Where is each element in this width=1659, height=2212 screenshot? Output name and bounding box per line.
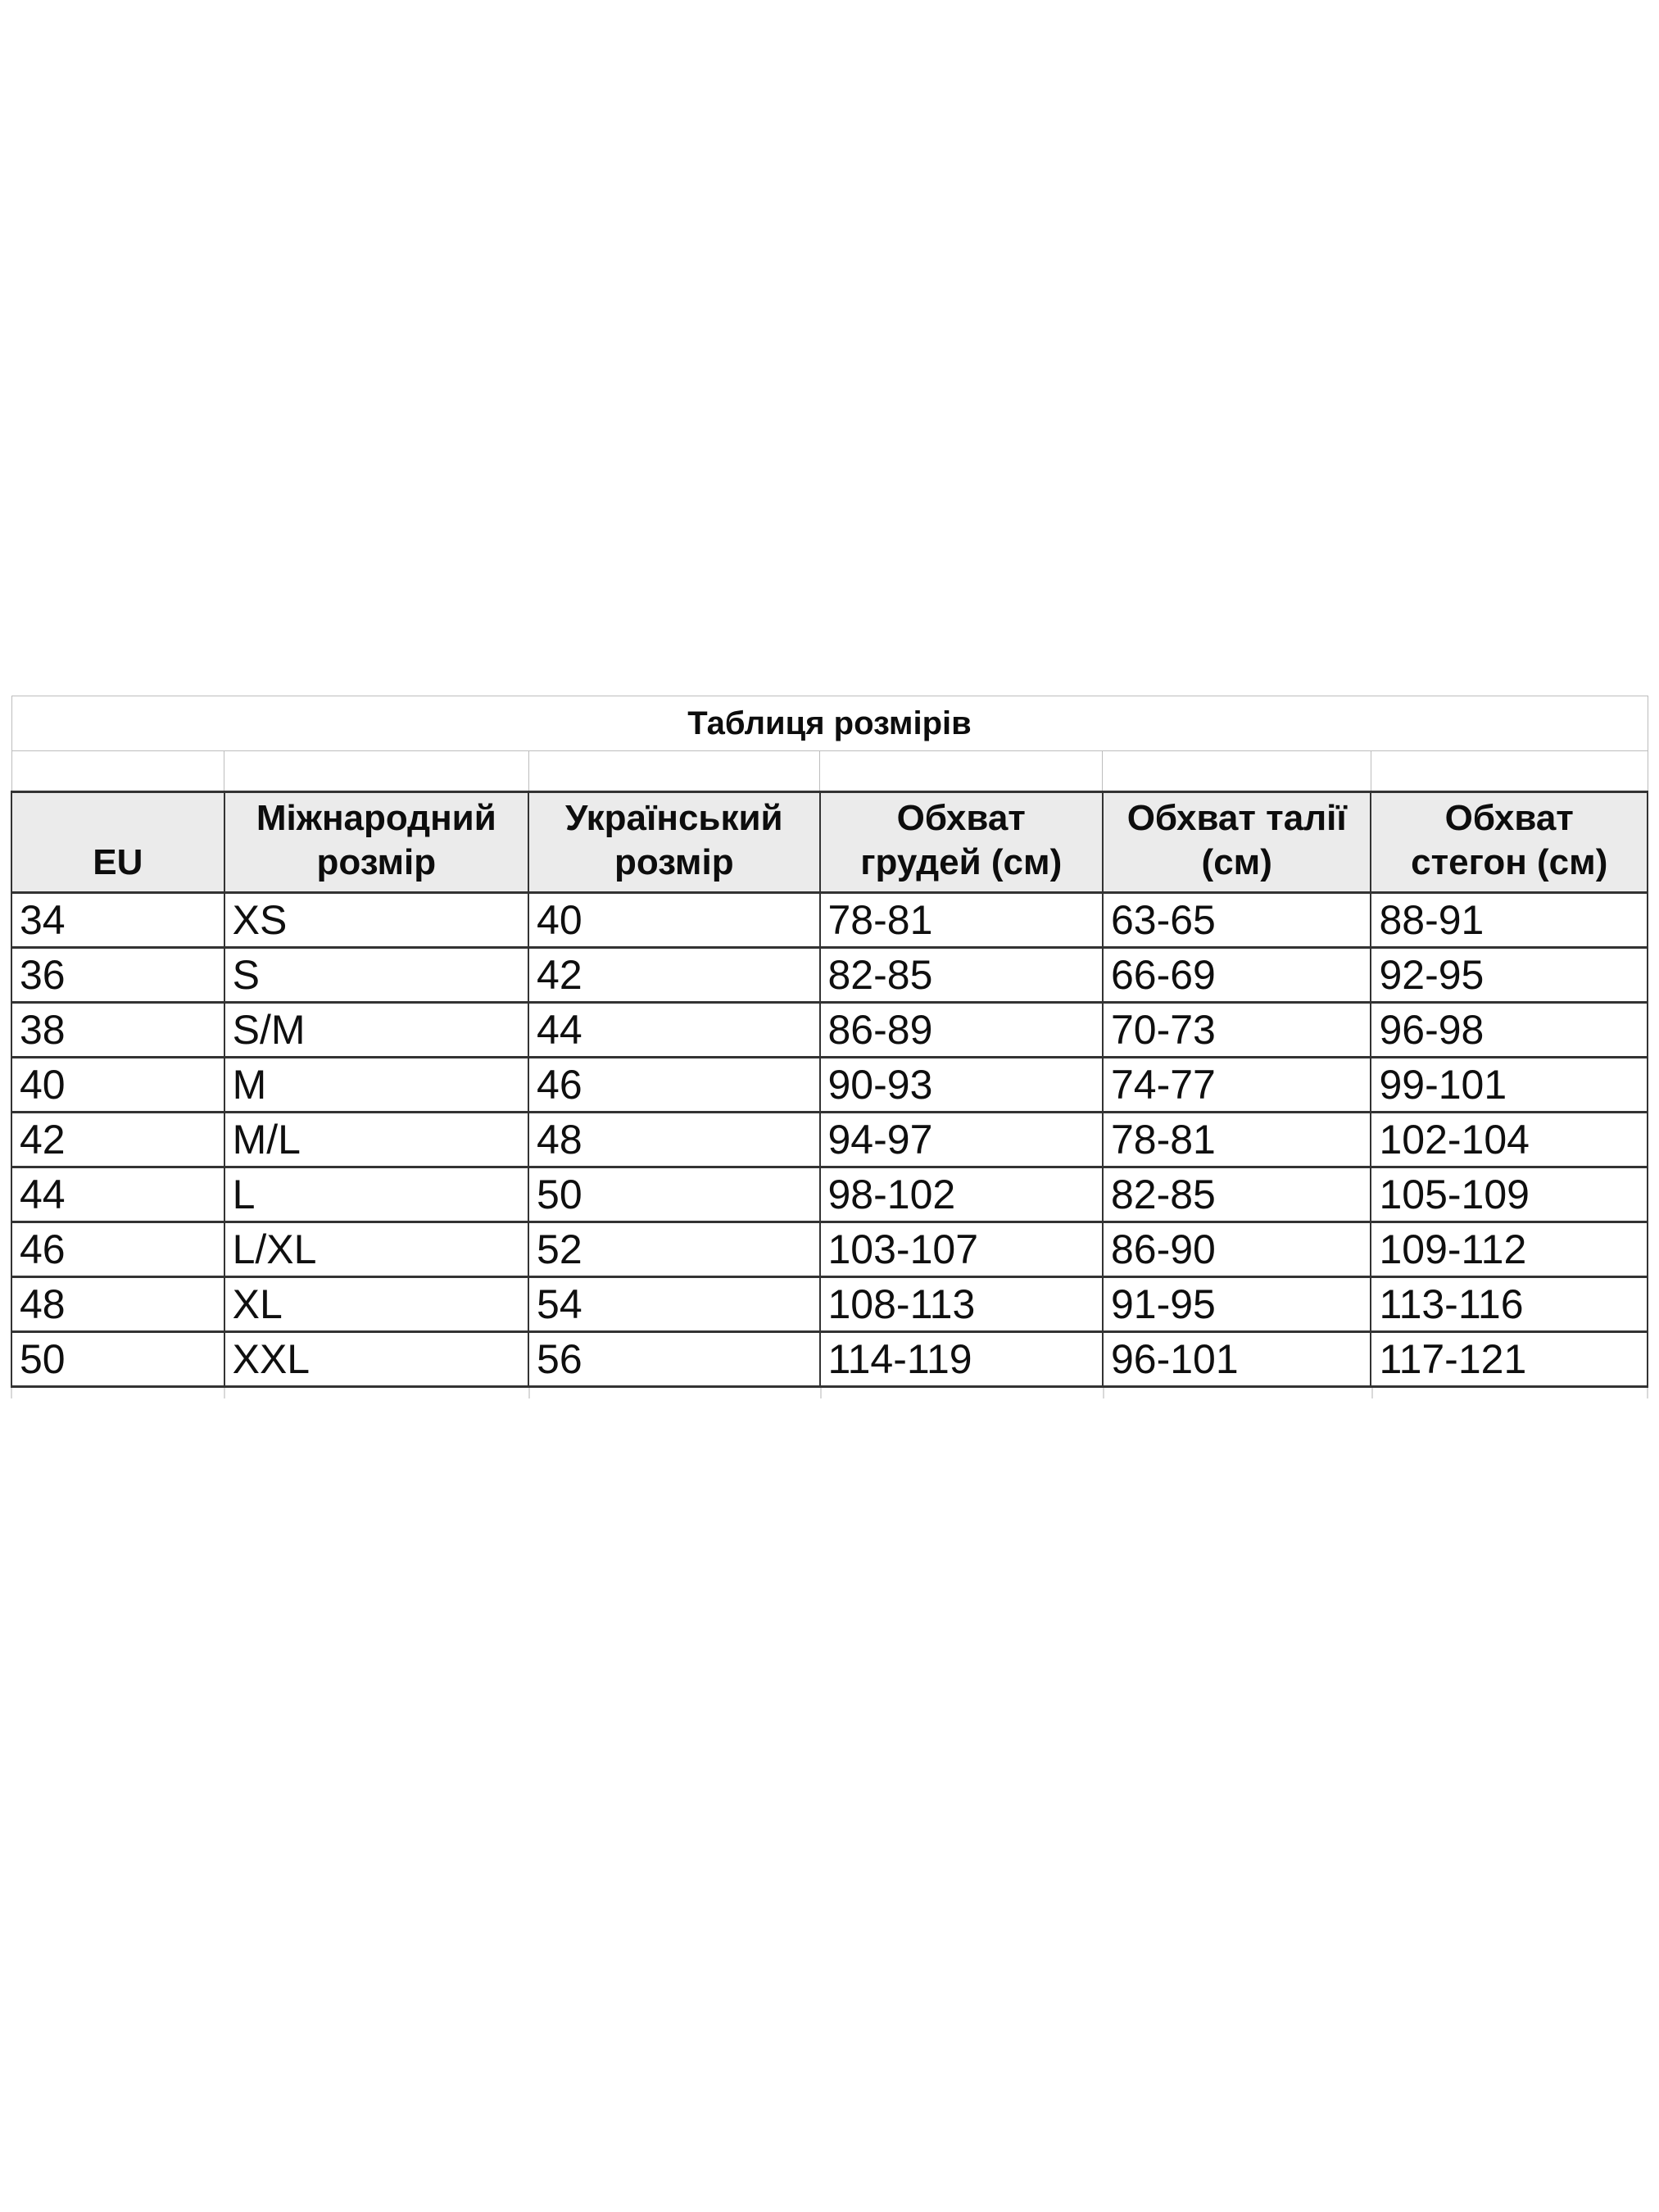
header-line: стегон (см) [1411, 842, 1608, 882]
column-header-chest [820, 792, 1103, 893]
table-cell: M/L [224, 1113, 528, 1167]
spacer-row [11, 751, 1648, 792]
gridline-stub [1103, 1388, 1104, 1398]
table-cell: 40 [11, 1058, 224, 1113]
header-line: розмір [614, 842, 734, 882]
table-cell: 82-85 [1103, 1167, 1371, 1222]
table-row [11, 1167, 1648, 1222]
table-cell: 44 [528, 1003, 819, 1058]
table-cell: XXL [224, 1332, 528, 1387]
table-cell: 117-121 [1371, 1332, 1648, 1387]
spacer-cell [1103, 751, 1371, 792]
table-cell: XS [224, 893, 528, 948]
size-table-grid [11, 696, 1648, 1388]
spacer-cell [11, 751, 224, 792]
gridline-stub [224, 1388, 225, 1398]
gridline-stub [11, 1388, 12, 1398]
table-cell: 54 [528, 1277, 819, 1332]
table-cell: 40 [528, 893, 819, 948]
table-cell: 44 [11, 1167, 224, 1222]
table-row [11, 1113, 1648, 1167]
table-cell: 86-90 [1103, 1222, 1371, 1277]
gridline-stub [528, 1388, 530, 1398]
column-header-international-size [224, 792, 528, 893]
table-cell: 109-112 [1371, 1222, 1648, 1277]
table-cell: 42 [11, 1113, 224, 1167]
column-header-ukrainian-size [528, 792, 819, 893]
table-cell: M [224, 1058, 528, 1113]
table-cell: 108-113 [820, 1277, 1103, 1332]
table-row [11, 1332, 1648, 1387]
spacer-cell [224, 751, 528, 792]
table-cell: 86-89 [820, 1003, 1103, 1058]
table-cell: 88-91 [1371, 893, 1648, 948]
column-header-waist [1103, 792, 1371, 893]
table-cell: 50 [11, 1332, 224, 1387]
header-line: Обхват [896, 798, 1026, 838]
table-cell: 70-73 [1103, 1003, 1371, 1058]
title-row [11, 696, 1648, 751]
table-cell: 92-95 [1371, 948, 1648, 1003]
size-table [11, 696, 1648, 1388]
table-row [11, 1222, 1648, 1277]
table-cell: L [224, 1167, 528, 1222]
table-cell: 78-81 [820, 893, 1103, 948]
table-row [11, 948, 1648, 1003]
header-line: Міжнародний [256, 798, 496, 838]
gridline-stub [1647, 1388, 1648, 1398]
table-cell: 113-116 [1371, 1277, 1648, 1332]
header-line: Український [564, 798, 783, 838]
table-cell: 102-104 [1371, 1113, 1648, 1167]
table-cell: 82-85 [820, 948, 1103, 1003]
table-cell: 42 [528, 948, 819, 1003]
table-cell: 56 [528, 1332, 819, 1387]
table-cell: 91-95 [1103, 1277, 1371, 1332]
table-cell: 78-81 [1103, 1113, 1371, 1167]
header-line: Обхват [1444, 798, 1574, 838]
table-cell: 103-107 [820, 1222, 1103, 1277]
table-cell: 36 [11, 948, 224, 1003]
table-cell: 99-101 [1371, 1058, 1648, 1113]
header-line: Обхват талії [1126, 798, 1347, 838]
header-row [11, 792, 1648, 893]
header-line: розмір [316, 842, 437, 882]
gridline-stub [820, 1388, 822, 1398]
spacer-cell [820, 751, 1103, 792]
table-cell: 105-109 [1371, 1167, 1648, 1222]
table-cell: XL [224, 1277, 528, 1332]
gridline-stub [1371, 1388, 1373, 1398]
header-line: EU [93, 842, 143, 882]
table-row [11, 1277, 1648, 1332]
table-row [11, 1003, 1648, 1058]
table-cell: 94-97 [820, 1113, 1103, 1167]
table-cell: 114-119 [820, 1332, 1103, 1387]
table-cell: 66-69 [1103, 948, 1371, 1003]
table-cell: 63-65 [1103, 893, 1371, 948]
table-cell: 98-102 [820, 1167, 1103, 1222]
table-cell: 48 [528, 1113, 819, 1167]
table-row [11, 1058, 1648, 1113]
spacer-cell [528, 751, 819, 792]
table-cell: 96-98 [1371, 1003, 1648, 1058]
table-cell: 46 [528, 1058, 819, 1113]
header-line: (см) [1201, 842, 1272, 882]
spacer-cell [1371, 751, 1648, 792]
table-cell: S [224, 948, 528, 1003]
table-cell: 46 [11, 1222, 224, 1277]
table-title: Таблиця розмірів [11, 696, 1648, 751]
table-cell: 38 [11, 1003, 224, 1058]
table-row [11, 893, 1648, 948]
table-cell: 90-93 [820, 1058, 1103, 1113]
table-cell: 34 [11, 893, 224, 948]
table-cell: L/XL [224, 1222, 528, 1277]
table-cell: 52 [528, 1222, 819, 1277]
table-cell: 74-77 [1103, 1058, 1371, 1113]
column-header-eu [11, 792, 224, 893]
column-header-hips [1371, 792, 1648, 893]
table-cell: 48 [11, 1277, 224, 1332]
table-cell: 50 [528, 1167, 819, 1222]
header-line: грудей (см) [860, 842, 1063, 882]
table-cell: S/M [224, 1003, 528, 1058]
table-cell: 96-101 [1103, 1332, 1371, 1387]
